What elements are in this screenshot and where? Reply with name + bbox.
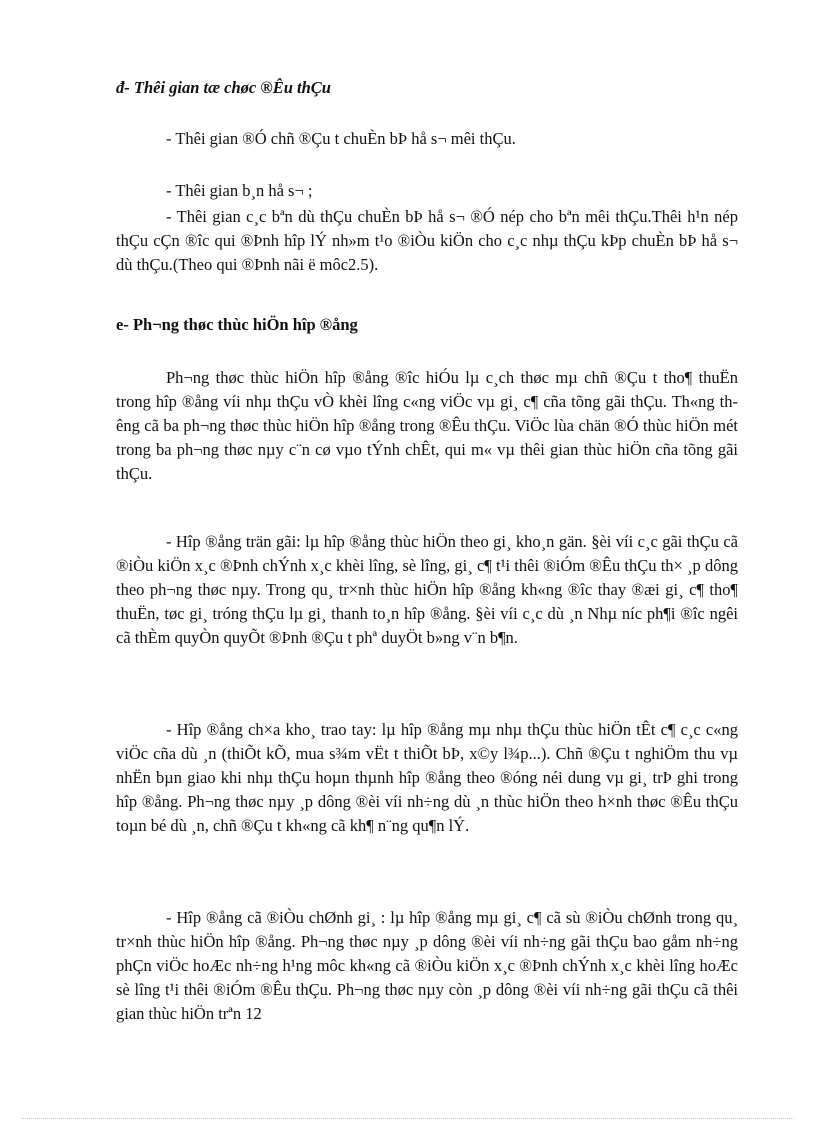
page-bottom-divider xyxy=(22,1118,794,1119)
section-heading-e: e- Ph¬ng thøc thùc hiÖn hîp ®ång xyxy=(116,315,358,334)
paragraph-contract-methods: Ph¬ng thøc thùc hiÖn hîp ®ång ®îc hiÓu lµ c¸ch thøc mµ chñ ®Çu t tho¶ thuËn trong hîp ®ång víi nhµ thÇu vÒ khèi lîng c«ng viÖc vµ gi¸ c¶ cña tõng gãi thÇu. Th«ng thêng cã ba ph¬ng thøc thùc hiÖn hîp ®ång trong ®Êu thÇu. ViÖc lùa chän ®Ó thùc hiÖn mét trong ba ph¬ng thøc nµy c¨n cø vµo tÝnh chÊt, qui m« vµ thêi gian thùc hiÖn cña tõng gãi thÇu. xyxy=(116,368,738,483)
paragraph-submission-time: - Thêi gian c¸c bªn dù thÇu chuÈn bÞ hå s¬ ®Ó nép cho bªn mêi thÇu.Thêi h¹n nép thÇu cÇn ®îc qui ®Þnh hîp lÝ nh»m t¹o ®iÒu kiÖn cho c¸c nhµ thÇu kÞp chuÈn bÞ hå s¬ dù thÇu.(Theo qui ®Þnh nãi ë môc2.5). xyxy=(116,207,738,274)
paragraph-sale-time: - Thêi gian b¸n hå s¬ ; xyxy=(166,181,313,200)
paragraph-turnkey-contract: - Hîp ®ång ch×a kho¸ trao tay: lµ hîp ®ång mµ nhµ thÇu thùc hiÖn tÊt c¶ c¸c c«ng viÖc cña dù ¸n (thiÕt kÕ, mua s¾m vËt t thiÕt bÞ, x©y l¾p...). Chñ ®Çu t nghiÖm thu vµ nhËn bµn giao khi nhµ thÇu hoµn thµnh hîp ®ång theo ®óng néi dung vµ gi¸ trÞ ghi trong hîp ®ång. Ph¬ng thøc nµy ¸p dông ®èi víi nh÷ng dù ¸n thùc hiÖn theo h×nh thøc ®Êu thÇu toµn bé dù ¸n, chñ ®Çu t kh«ng cã kh¶ n¨ng qu¶n lÝ. xyxy=(116,720,738,835)
paragraph-prep-time: - Thêi gian ®Ó chñ ®Çu t chuÈn bÞ hå s¬ mêi thÇu. xyxy=(166,129,516,148)
paragraph-lump-sum-contract: - Hîp ®ång trän gãi: lµ hîp ®ång thùc hiÖn theo gi¸ kho¸n gän. §èi víi c¸c gãi thÇu cã ®iÒu kiÖn x¸c ®Þnh chÝnh x¸c khèi lîng, sè lîng, gi¸ c¶ t¹i thêi ®iÓm ®Êu thÇu th× ¸p dông theo ph¬ng thøc nµy. Trong qu¸ tr×nh thùc hiÖn hîp ®ång kh«ng ®îc thay ®æi gi¸ c¶ tho¶ thuËn, tøc gi¸ tróng thÇu lµ gi¸ thanh to¸n hîp ®ång. §èi víi c¸c dù ¸n Nhµ níc ph¶i ®îc ngêi cã thÈm quyÒn quyÕt ®Þnh ®Çu t phª duyÖt b»ng v¨n b¶n. xyxy=(116,532,738,647)
paragraph-adjustable-price-contract: - Hîp ®ång cã ®iÒu chØnh gi¸ : lµ hîp ®ång mµ gi¸ c¶ cã sù ®iÒu chØnh trong qu¸ tr×nh thùc hiÖn hîp ®ång. Ph¬ng thøc nµy ¸p dông ®èi víi nh÷ng gãi thÇu bao gåm nh÷ng phÇn viÖc hoÆc nh÷ng h¹ng môc kh«ng cã ®iÒu kiÖn x¸c ®Þnh chÝnh x¸c khèi lîng hoÆc sè lîng t¹i thêi ®iÓm ®Êu thÇu. Ph¬ng thøc nµy còn ¸p dông ®èi víi nh÷ng gãi thÇu cã thêi gian thùc hiÖn trªn 12 xyxy=(116,908,738,1023)
section-heading-d: đ- Thêi gian tæ chøc ®Êu thÇu xyxy=(116,78,331,97)
